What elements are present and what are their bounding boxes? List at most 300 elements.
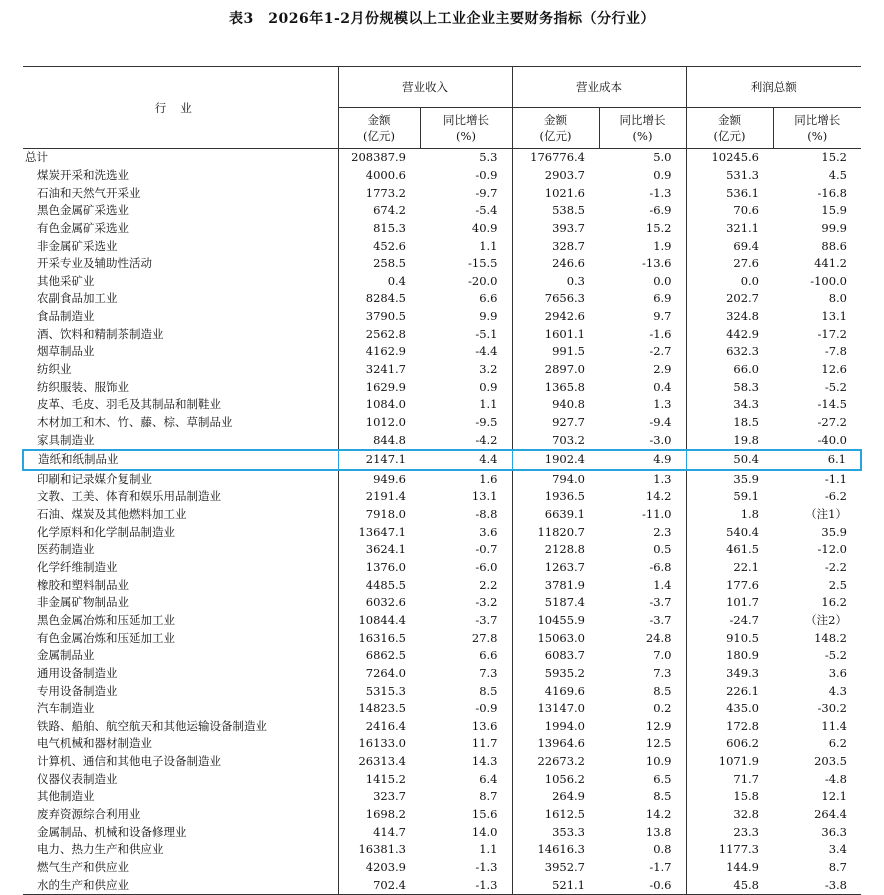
- profit-growth-cell: -17.2: [817, 326, 847, 341]
- cost-growth-cell: 8.5: [653, 789, 672, 804]
- cost-amount-cell: 15063.0: [512, 629, 599, 647]
- table-row: [23, 255, 861, 273]
- industry-name: 酒、饮料和精制茶制造业: [37, 326, 164, 341]
- industry-name: 专用设备制造业: [37, 683, 118, 698]
- profit-amount-cell: 66.0: [686, 361, 773, 379]
- table-row: [23, 450, 861, 470]
- profit-amount-cell: 27.6: [686, 255, 773, 273]
- cost-growth-cell: -3.7: [649, 595, 672, 610]
- cost-growth-cell: 7.3: [653, 665, 672, 680]
- cost-growth-cell: 4.9: [599, 450, 686, 470]
- cost-amount-cell: 794.0: [512, 470, 599, 489]
- industry-name: 化学原料和化学制品制造业: [37, 524, 175, 539]
- profit-amount-cell: 177.6: [686, 576, 773, 594]
- industry-name: 造纸和纸制品业: [23, 450, 338, 470]
- cost-amount-cell: 2128.8: [512, 541, 599, 559]
- profit-growth-cell: -27.2: [817, 414, 847, 429]
- table-row: [23, 237, 861, 255]
- profit-growth-cell: -3.8: [773, 876, 861, 894]
- table-row: [23, 859, 861, 877]
- cost-amount-cell: 22673.2: [512, 753, 599, 771]
- cost-growth-cell: 5.0: [653, 150, 672, 165]
- industry-name: 电力、热力生产和供应业: [37, 842, 164, 857]
- revenue-growth-cell: -1.3: [475, 859, 498, 874]
- table-row: [23, 167, 861, 185]
- table-row: [23, 506, 861, 524]
- table-row: [23, 612, 861, 630]
- industry-name: 铁路、船舶、航空航天和其他运输设备制造业: [37, 718, 267, 733]
- cost-growth-cell: 6.9: [653, 291, 672, 306]
- cost-amount-cell: 2903.7: [512, 167, 599, 185]
- cost-amount-cell: 2942.6: [512, 308, 599, 326]
- cost-growth-cell: -1.7: [649, 859, 672, 874]
- profit-growth-cell: 15.2: [821, 150, 847, 165]
- profit-amount-cell: 101.7: [686, 594, 773, 612]
- profit-amount-cell: 59.1: [686, 488, 773, 506]
- industry-name: 通用设备制造业: [37, 665, 118, 680]
- cost-growth-cell: -13.6: [642, 256, 672, 271]
- profit-amount-cell: 32.8: [686, 806, 773, 824]
- table-row: [23, 414, 861, 432]
- cost-growth-cell: 1.3: [653, 471, 672, 486]
- cost-amount-cell: 13964.6: [512, 735, 599, 753]
- revenue-amount-cell: 208387.9: [338, 149, 420, 167]
- profit-growth-cell: 36.3: [821, 824, 847, 839]
- table-row: [23, 149, 861, 167]
- revenue-growth-cell: -4.2: [475, 432, 498, 447]
- revenue-amount-cell: 5315.3: [338, 682, 420, 700]
- cost-amount-cell: 11820.7: [512, 523, 599, 541]
- table-row: [23, 718, 861, 736]
- revenue-amount-cell: 0.4: [338, 272, 420, 290]
- profit-amount-cell: 22.1: [686, 559, 773, 577]
- revenue-growth-cell: -0.7: [475, 542, 498, 557]
- revenue-amount-cell: 4485.5: [338, 576, 420, 594]
- revenue-growth-cell: 7.3: [479, 665, 498, 680]
- profit-growth-cell: 35.9: [821, 524, 847, 539]
- industry-name: 其他采矿业: [37, 273, 95, 288]
- revenue-amount-cell: 2191.4: [338, 488, 420, 506]
- profit-amount-cell: 321.1: [686, 220, 773, 238]
- industry-name: 印刷和记录媒介复制业: [37, 471, 152, 486]
- revenue-growth-cell: 11.7: [471, 736, 498, 751]
- cost-amount-cell: 10455.9: [512, 612, 599, 630]
- cost-amount-cell: 264.9: [512, 788, 599, 806]
- industry-name: 煤炭开采和洗选业: [37, 167, 129, 182]
- revenue-growth-cell: 5.3: [479, 150, 498, 165]
- table-row: [23, 876, 861, 894]
- table-row: [23, 788, 861, 806]
- profit-growth-cell: 6.1: [773, 450, 861, 470]
- industry-name: 有色金属矿采选业: [37, 220, 129, 235]
- cost-amount-cell: 5935.2: [512, 665, 599, 683]
- profit-growth-cell: -7.8: [824, 344, 847, 359]
- profit-amount-cell: 1.8: [686, 506, 773, 524]
- cost-amount-cell: 1365.8: [512, 378, 599, 396]
- industry-name: 文教、工美、体育和娱乐用品制造业: [37, 489, 221, 504]
- profit-amount-cell: 34.3: [686, 396, 773, 414]
- revenue-amount-cell: 4000.6: [338, 167, 420, 185]
- profit-amount-cell: 540.4: [686, 523, 773, 541]
- revenue-growth-header: 同比增长 (%): [420, 108, 512, 149]
- revenue-growth-cell: -0.9: [475, 167, 498, 182]
- revenue-amount-cell: 414.7: [338, 823, 420, 841]
- industry-name: 家具制造业: [37, 432, 95, 447]
- industry-name: 废弃资源综合利用业: [37, 807, 141, 822]
- cost-amount-cell: 6639.1: [512, 506, 599, 524]
- cost-amount-cell: 4169.6: [512, 682, 599, 700]
- industry-name: 黑色金属矿采选业: [37, 203, 129, 218]
- profit-amount-header: 金额 (亿元): [686, 108, 773, 149]
- revenue-amount-cell: 1376.0: [338, 559, 420, 577]
- revenue-growth-cell: 1.1: [479, 842, 498, 857]
- revenue-growth-cell: -3.7: [475, 612, 498, 627]
- revenue-amount-cell: 4162.9: [338, 343, 420, 361]
- cost-growth-cell: 8.5: [653, 683, 672, 698]
- cost-growth-cell: 24.8: [645, 630, 672, 645]
- revenue-amount-cell: 1415.2: [338, 770, 420, 788]
- cost-amount-cell: 353.3: [512, 823, 599, 841]
- profit-growth-cell: 8.7: [828, 859, 847, 874]
- industry-name: 医药制造业: [37, 542, 95, 557]
- profit-growth-cell: 99.9: [821, 220, 847, 235]
- revenue-amount-cell: 815.3: [338, 220, 420, 238]
- profit-amount-cell: 180.9: [686, 647, 773, 665]
- cost-growth-cell: 9.7: [653, 309, 672, 324]
- revenue-growth-cell: 15.6: [471, 807, 498, 822]
- revenue-amount-cell: 3241.7: [338, 361, 420, 379]
- profit-growth-cell: -40.0: [817, 432, 847, 447]
- cost-amount-cell: 7656.3: [512, 290, 599, 308]
- revenue-amount-cell: 2416.4: [338, 718, 420, 736]
- industry-name: 燃气生产和供应业: [37, 859, 129, 874]
- cost-amount-cell: 1902.4: [512, 450, 599, 470]
- industry-name: 非金属矿采选业: [37, 238, 118, 253]
- profit-amount-cell: 70.6: [686, 202, 773, 220]
- profit-amount-cell: 1177.3: [686, 841, 773, 859]
- profit-amount-cell: 10245.6: [686, 149, 773, 167]
- revenue-growth-cell: -4.4: [475, 344, 498, 359]
- cost-amount-cell: 927.7: [512, 414, 599, 432]
- cost-growth-cell: 12.5: [645, 736, 672, 751]
- cost-amount-cell: 0.3: [512, 272, 599, 290]
- profit-growth-cell: -6.2: [824, 489, 847, 504]
- cost-growth-cell: 14.2: [645, 807, 672, 822]
- cost-amount-cell: 3952.7: [512, 859, 599, 877]
- revenue-growth-cell: -1.3: [420, 876, 512, 894]
- revenue-growth-cell: 3.2: [479, 362, 498, 376]
- profit-growth-cell: 148.2: [814, 630, 847, 645]
- table-row: [23, 378, 861, 396]
- cost-amount-cell: 1056.2: [512, 770, 599, 788]
- industry-name: 计算机、通信和其他电子设备制造业: [37, 754, 221, 769]
- profit-growth-cell: -12.0: [817, 542, 847, 557]
- profit-growth-cell: -1.1: [824, 471, 847, 486]
- profit-amount-cell: 50.4: [686, 450, 773, 470]
- cost-growth-cell: 2.9: [653, 362, 672, 376]
- revenue-growth-cell: -20.0: [468, 273, 498, 288]
- table-row: [23, 806, 861, 824]
- profit-growth-cell: 16.2: [821, 595, 847, 610]
- profit-growth-cell: -4.8: [824, 771, 847, 786]
- revenue-growth-cell: 13.6: [471, 718, 498, 733]
- profit-growth-cell: -30.2: [817, 701, 847, 716]
- profit-amount-cell: 45.8: [686, 876, 773, 894]
- revenue-amount-cell: 949.6: [338, 470, 420, 489]
- revenue-amount-cell: 258.5: [338, 255, 420, 273]
- revenue-amount-cell: 2562.8: [338, 325, 420, 343]
- cost-amount-cell: 246.6: [512, 255, 599, 273]
- table-row: [23, 541, 861, 559]
- revenue-amount-cell: 674.2: [338, 202, 420, 220]
- cost-growth-cell: 15.2: [645, 220, 672, 235]
- cost-growth-cell: -11.0: [642, 507, 672, 522]
- revenue-growth-cell: -6.0: [475, 560, 498, 575]
- cost-growth-cell: 13.8: [645, 824, 672, 839]
- cost-amount-cell: 1612.5: [512, 806, 599, 824]
- cost-growth-cell: 0.2: [653, 701, 672, 716]
- revenue-growth-cell: 6.4: [479, 771, 498, 786]
- cost-growth-cell: -6.9: [649, 203, 672, 218]
- table-row: [23, 470, 861, 489]
- revenue-amount-cell: 7918.0: [338, 506, 420, 524]
- table-row: [23, 841, 861, 859]
- profit-amount-cell: 531.3: [686, 167, 773, 185]
- revenue-amount-cell: 13647.1: [338, 523, 420, 541]
- revenue-growth-cell: 3.6: [479, 524, 498, 539]
- revenue-amount-cell: 452.6: [338, 237, 420, 255]
- industry-name: 电气机械和器材制造业: [37, 736, 152, 751]
- table-row: [23, 647, 861, 665]
- table-row: [23, 202, 861, 220]
- revenue-growth-cell: -9.5: [475, 414, 498, 429]
- cost-amount-cell: 1936.5: [512, 488, 599, 506]
- cost-amount-cell: 5187.4: [512, 594, 599, 612]
- cost-growth-cell: -3.7: [649, 612, 672, 627]
- profit-amount-cell: 461.5: [686, 541, 773, 559]
- profit-amount-cell: 35.9: [686, 470, 773, 489]
- table-row: [23, 488, 861, 506]
- cost-growth-cell: 7.0: [653, 648, 672, 663]
- table-body: [23, 149, 861, 895]
- profit-amount-cell: 1071.9: [686, 753, 773, 771]
- table-row: [23, 823, 861, 841]
- revenue-growth-cell: 2.2: [479, 577, 498, 592]
- cost-growth-header: 同比增长 (%): [599, 108, 686, 149]
- table-row: [23, 523, 861, 541]
- profit-amount-cell: 0.0: [686, 272, 773, 290]
- cost-growth-cell: -1.6: [649, 326, 672, 341]
- industry-name: 非金属矿物制品业: [37, 595, 129, 610]
- revenue-growth-cell: 14.3: [471, 754, 498, 769]
- table-row: [23, 272, 861, 290]
- revenue-growth-cell: -15.5: [468, 256, 498, 271]
- revenue-amount-cell: 8284.5: [338, 290, 420, 308]
- profit-amount-cell: 172.8: [686, 718, 773, 736]
- industry-name: 烟草制品业: [37, 344, 95, 359]
- profit-growth-cell: 12.6: [821, 362, 847, 376]
- cost-amount-cell: 393.7: [512, 220, 599, 238]
- industry-name: 纺织业: [37, 362, 72, 376]
- profit-amount-cell: 226.1: [686, 682, 773, 700]
- industry-name: 农副食品加工业: [37, 291, 118, 306]
- cost-growth-cell: -0.6: [599, 876, 686, 894]
- revenue-amount-cell: 6032.6: [338, 594, 420, 612]
- profit-amount-cell: 606.2: [686, 735, 773, 753]
- table-row: [23, 308, 861, 326]
- revenue-amount-cell: 4203.9: [338, 859, 420, 877]
- table-row: [23, 220, 861, 238]
- cost-growth-cell: 6.5: [653, 771, 672, 786]
- profit-amount-cell: 324.8: [686, 308, 773, 326]
- industry-name: 化学纤维制造业: [37, 560, 118, 575]
- industry-name: 纺织服装、服饰业: [37, 379, 129, 394]
- profit-growth-cell: 4.3: [828, 683, 847, 698]
- cost-amount-cell: 14616.3: [512, 841, 599, 859]
- revenue-amount-cell: 16316.5: [338, 629, 420, 647]
- revenue-amount-cell: 702.4: [338, 876, 420, 894]
- cost-amount-cell: 2897.0: [512, 361, 599, 379]
- cost-amount-cell: 521.1: [512, 876, 599, 894]
- cost-growth-cell: -3.0: [649, 432, 672, 447]
- cost-growth-cell: -9.4: [649, 414, 672, 429]
- revenue-amount-cell: 26313.4: [338, 753, 420, 771]
- profit-growth-cell: -5.2: [824, 648, 847, 663]
- table-row: [23, 559, 861, 577]
- table-row: [23, 396, 861, 414]
- profit-growth-cell: -100.0: [810, 273, 847, 288]
- industry-name: 石油和天然气开采业: [37, 185, 141, 200]
- cost-growth-cell: -2.7: [649, 344, 672, 359]
- industry-name: 橡胶和塑料制品业: [37, 577, 129, 592]
- profit-growth-cell: 13.1: [821, 309, 847, 324]
- revenue-growth-cell: -5.1: [475, 326, 498, 341]
- profit-growth-cell: 11.4: [821, 718, 847, 733]
- cost-amount-cell: 1601.1: [512, 325, 599, 343]
- table-row: [23, 629, 861, 647]
- table-row: [23, 343, 861, 361]
- revenue-growth-cell: -3.2: [475, 595, 498, 610]
- profit-amount-cell: 442.9: [686, 325, 773, 343]
- profit-amount-cell: 18.5: [686, 414, 773, 432]
- industry-name: 食品制造业: [37, 309, 95, 324]
- cost-amount-cell: 176776.4: [512, 149, 599, 167]
- table-row: [23, 361, 861, 379]
- profit-amount-cell: 910.5: [686, 629, 773, 647]
- cost-amount-cell: 703.2: [512, 431, 599, 450]
- table-row: [23, 594, 861, 612]
- cost-amount-cell: 538.5: [512, 202, 599, 220]
- industry-name: 皮革、毛皮、羽毛及其制品和制鞋业: [37, 397, 221, 412]
- cost-growth-cell: 1.4: [653, 577, 672, 592]
- profit-growth-cell: 3.4: [828, 842, 847, 857]
- revenue-growth-cell: 40.9: [471, 220, 498, 235]
- cost-growth-cell: -1.3: [649, 185, 672, 200]
- industry-header: 行业: [23, 67, 338, 149]
- industry-name: 其他制造业: [37, 789, 95, 804]
- revenue-amount-cell: 323.7: [338, 788, 420, 806]
- profit-amount-cell: 15.8: [686, 788, 773, 806]
- revenue-amount-cell: 14823.5: [338, 700, 420, 718]
- profit-amount-cell: 23.3: [686, 823, 773, 841]
- cost-growth-cell: 10.9: [645, 754, 672, 769]
- revenue-growth-cell: 1.6: [479, 471, 498, 486]
- revenue-amount-cell: 844.8: [338, 431, 420, 450]
- financial-indicators-table: [22, 66, 862, 895]
- revenue-amount-cell: 16381.3: [338, 841, 420, 859]
- profit-amount-cell: 536.1: [686, 184, 773, 202]
- revenue-growth-cell: 1.1: [479, 238, 498, 253]
- revenue-growth-cell: -0.9: [475, 701, 498, 716]
- revenue-growth-cell: -5.4: [475, 203, 498, 218]
- cost-header: 营业成本: [512, 67, 686, 108]
- profit-header: 利润总额: [686, 67, 861, 108]
- cost-amount-cell: 328.7: [512, 237, 599, 255]
- profit-growth-cell: -2.2: [824, 560, 847, 575]
- profit-growth-cell: 4.5: [828, 167, 847, 182]
- revenue-growth-cell: 13.1: [471, 489, 498, 504]
- cost-growth-cell: 0.0: [653, 273, 672, 288]
- profit-amount-cell: 58.3: [686, 378, 773, 396]
- revenue-header: 营业收入: [338, 67, 512, 108]
- cost-amount-cell: 3781.9: [512, 576, 599, 594]
- revenue-growth-cell: 0.9: [479, 379, 498, 394]
- cost-growth-cell: 0.5: [653, 542, 672, 557]
- revenue-growth-cell: 27.8: [471, 630, 498, 645]
- cost-growth-cell: 1.9: [653, 238, 672, 253]
- revenue-amount-cell: 1012.0: [338, 414, 420, 432]
- cost-growth-cell: 0.4: [653, 379, 672, 394]
- revenue-growth-cell: 6.6: [479, 291, 498, 306]
- revenue-growth-cell: 14.0: [471, 824, 498, 839]
- industry-name: 有色金属冶炼和压延加工业: [37, 630, 175, 645]
- cost-growth-cell: 14.2: [645, 489, 672, 504]
- cost-amount-cell: 991.5: [512, 343, 599, 361]
- profit-amount-cell: -24.7: [686, 612, 773, 630]
- revenue-growth-cell: 8.5: [479, 683, 498, 698]
- profit-growth-cell: -16.8: [817, 185, 847, 200]
- table-row: [23, 665, 861, 683]
- cost-amount-cell: 940.8: [512, 396, 599, 414]
- industry-name: 木材加工和木、竹、藤、棕、草制品业: [37, 414, 233, 429]
- revenue-amount-cell: 3624.1: [338, 541, 420, 559]
- cost-growth-cell: -6.8: [649, 560, 672, 575]
- profit-growth-cell: 8.0: [828, 291, 847, 306]
- revenue-growth-cell: 8.7: [479, 789, 498, 804]
- profit-growth-cell: 441.2: [814, 256, 847, 271]
- table-row: [23, 290, 861, 308]
- industry-name: 开采专业及辅助性活动: [37, 256, 152, 271]
- revenue-growth-cell: -8.8: [475, 507, 498, 522]
- profit-growth-cell: -5.2: [824, 379, 847, 394]
- profit-growth-cell: -14.5: [817, 397, 847, 412]
- industry-name: 汽车制造业: [37, 701, 95, 716]
- profit-amount-cell: 202.7: [686, 290, 773, 308]
- revenue-amount-cell: 1773.2: [338, 184, 420, 202]
- table-row: [23, 431, 861, 450]
- cost-amount-cell: 13147.0: [512, 700, 599, 718]
- revenue-growth-cell: 6.6: [479, 648, 498, 663]
- table-row: [23, 325, 861, 343]
- profit-growth-cell: 2.5: [828, 577, 847, 592]
- profit-amount-cell: 69.4: [686, 237, 773, 255]
- table-row: [23, 682, 861, 700]
- revenue-growth-cell: 1.1: [479, 397, 498, 412]
- revenue-amount-cell: 7264.0: [338, 665, 420, 683]
- profit-amount-cell: 435.0: [686, 700, 773, 718]
- cost-growth-cell: 0.9: [653, 167, 672, 182]
- revenue-amount-cell: 1629.9: [338, 378, 420, 396]
